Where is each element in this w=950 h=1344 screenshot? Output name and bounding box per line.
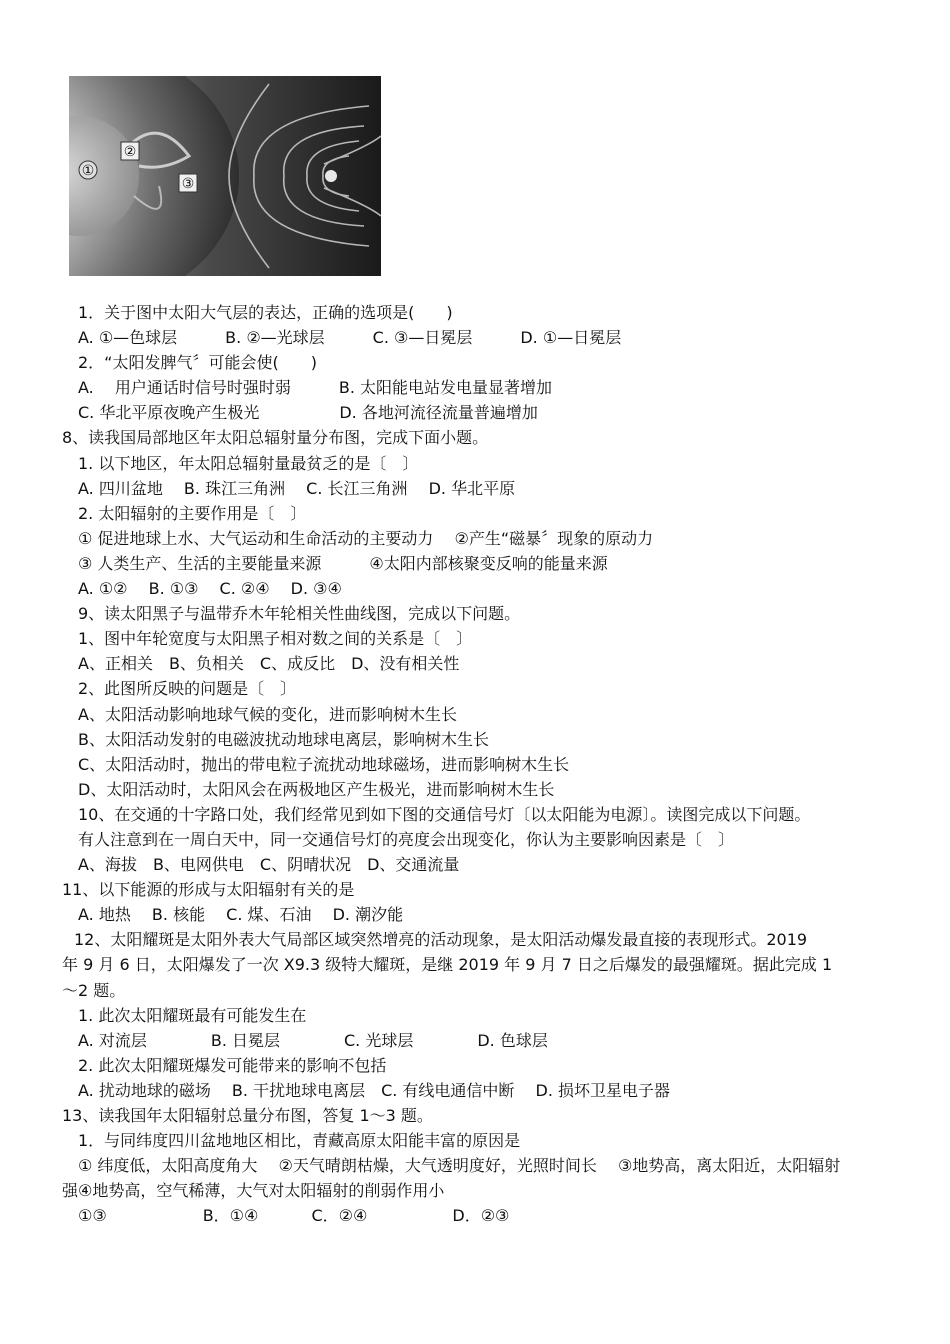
q9-2-option-d: D、太阳活动时，太阳风会在两极地区产生极光，进而影响树木生长: [78, 779, 555, 799]
q13-heading: 13、读我国年太阳辐射总量分布图，答复 1～3 题。: [62, 1106, 433, 1125]
q9-1-options: A、正相关 B、负相关 C、成反比 D、没有相关性: [78, 654, 460, 674]
q1-options: A. ①—色球层 B. ②—光球层 C. ③—日冕层 D. ①—日冕层: [78, 328, 622, 348]
q2-options-ab: A. 用户通话时信号时强时弱 B. 太阳能电站发电量显著增加: [78, 378, 552, 398]
q8-2-item-1-2: ① 促进地球上水、大气运动和生命活动的主要动力 ②产生“磁暴〞现象的原动力: [78, 528, 654, 548]
q12-stem-line1: 12、太阳耀斑是太阳外表大气局部区域突然增亮的活动现象，是太阳活动爆发最直接的表现形式。2019: [74, 930, 808, 950]
q12-2-stem: 2. 此次太阳耀斑爆发可能带来的影响不包括: [78, 1055, 387, 1075]
label-1: ①: [81, 163, 95, 179]
q8-2-item-3-4: ③ 人类生产、生活的主要能量来源 ④太阳内部核聚变反响的能量来源: [78, 553, 608, 573]
q11-stem: 11、以下能源的形成与太阳辐射有关的是: [62, 880, 355, 900]
q13-1-options: ①③ B．①④ C．②④ D．②③: [78, 1206, 510, 1226]
q9-2-option-c: C、太阳活动时，抛出的带电粒子流扰动地球磁场，进而影响树木生长: [78, 754, 570, 774]
q8-heading: 8、读我国局部地区年太阳总辐射量分布图，完成下面小题。: [62, 428, 489, 448]
q9-2-stem: 2、此图所反映的问题是〔 〕: [78, 679, 297, 699]
q11-options: A. 地热 B. 核能 C. 煤、石油 D. 潮汐能: [78, 905, 404, 925]
label-3: ③: [181, 176, 195, 192]
q9-2-option-b: B、太阳活动发射的电磁波扰动地球电离层，影响树木生长: [78, 729, 489, 749]
q8-1-options: A. 四川盆地 B. 珠江三角洲 C. 长江三角洲 D. 华北平原: [78, 478, 516, 498]
q13-1-items-line2: 强④地势高，空气稀薄，大气对太阳辐射的削弱作用小: [62, 1181, 445, 1201]
q8-2-stem: 2. 太阳辐射的主要作用是〔 〕: [78, 503, 307, 523]
q10-stem: 有人注意到在一周白天中，同一交通信号灯的亮度会出现变化，你认为主要影响因素是〔 〕: [78, 829, 735, 849]
q12-1-options: A. 对流层 B. 日冕层 C. 光球层 D. 色球层: [78, 1030, 548, 1050]
question-text: [62, 300, 892, 1228]
sun-earth-magnetosphere-illustration: [69, 76, 381, 276]
q8-2-options: A. ①② B. ①③ C. ②④ D. ③④: [78, 579, 342, 599]
q13-1-items-line1: ① 纬度低，太阳高度角大 ②天气晴朗枯燥，大气透明度好，光照时间长 ③地势高，离太阳近，太阳辐射: [78, 1156, 841, 1176]
q12-1-stem: 1. 此次太阳耀斑最有可能发生在: [78, 1005, 307, 1025]
label-2: ②: [123, 144, 137, 160]
q2-options-cd: C. 华北平原夜晚产生极光 D. 各地河流径流量普遍增加: [78, 403, 538, 423]
q2-stem: 2．“太阳发脾气〞可能会使( ): [78, 353, 317, 373]
q10-options: A、海拔 B、电网供电 C、阴晴状况 D、交通流量: [78, 855, 460, 875]
q9-1-stem: 1、图中年轮宽度与太阳黑子相对数之间的关系是〔 〕: [78, 629, 473, 649]
q12-stem-line3: ～2 题。: [62, 980, 126, 1000]
q13-1-stem: 1．与同纬度四川盆地地区相比，青藏高原太阳能丰富的原因是: [78, 1131, 521, 1151]
q12-2-options: A. 扰动地球的磁场 B. 干扰地球电离层 C. 有线电通信中断 D. 损坏卫星电子器: [78, 1080, 670, 1100]
q12-stem-line2: 年 9 月 6 日，太阳爆发了一次 X9.3 级特大耀斑，是继 2019 年 9 月 7 日之后爆发的最强耀斑。据此完成 1: [62, 955, 833, 975]
earth: [325, 170, 337, 182]
q9-2-option-a: A、太阳活动影响地球气候的变化，进而影响树木生长: [78, 704, 457, 724]
q8-1-stem: 1. 以下地区，年太阳总辐射量最贫乏的是〔 〕: [78, 453, 419, 473]
q9-heading: 9、读太阳黑子与温带乔木年轮相关性曲线图，完成以下问题。: [78, 604, 521, 624]
sun-earth-figure: [69, 76, 381, 276]
q10-heading: 10、在交通的十字路口处，我们经常见到如下图的交通信号灯〔以太阳能为电源〕。读图完成以下问题。: [78, 804, 811, 824]
q1-stem: 1．关于图中太阳大气层的表达，正确的选项是( ): [78, 303, 453, 322]
